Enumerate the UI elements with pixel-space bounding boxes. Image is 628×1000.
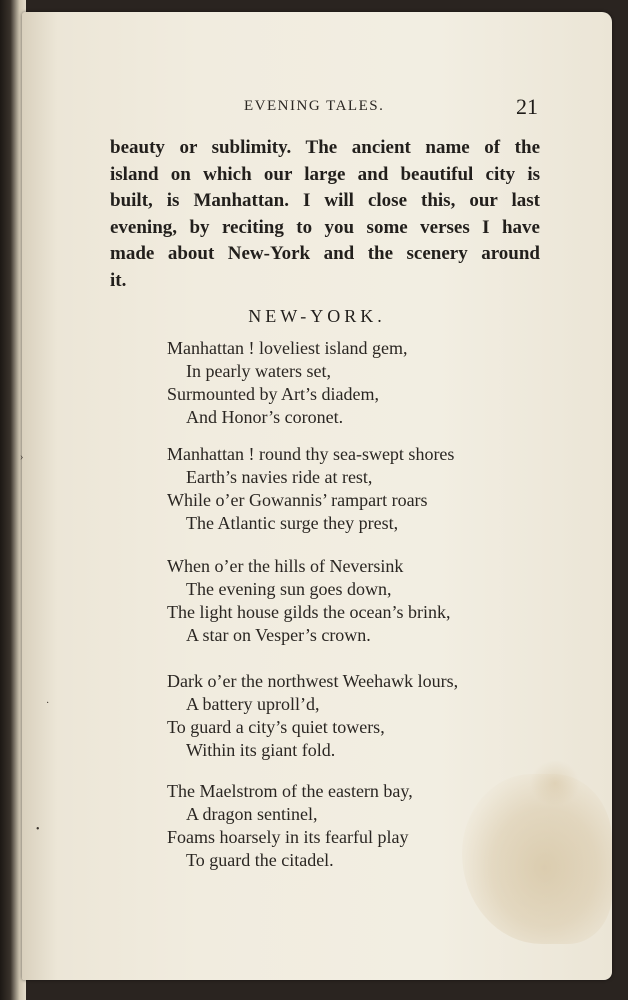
verse-line: Manhattan ! loveliest island gem, <box>167 338 408 358</box>
verse-line: A battery uproll’d, <box>186 694 320 714</box>
verse-line: And Honor’s coronet. <box>186 407 344 427</box>
page-number: 21 <box>516 94 538 119</box>
stanza-4 <box>167 670 527 762</box>
margin-dot-mark: • <box>36 824 40 835</box>
stanza-3 <box>167 555 527 647</box>
prose-line: made about New-York and the scenery around <box>110 243 540 264</box>
verse-line: Surmounted by Art’s diadem, <box>167 384 379 404</box>
stanza-1 <box>167 337 527 429</box>
margin-dot-mark: · <box>46 698 50 709</box>
verse-line: In pearly waters set, <box>186 361 331 381</box>
prose-line: evening, by reciting to you some verses I have <box>110 216 540 238</box>
poem-title: NEW-YORK. <box>248 306 386 326</box>
book-page <box>22 12 612 980</box>
verse-line: While o’er Gowannis’ rampart roars <box>167 490 428 510</box>
page-header <box>22 94 612 122</box>
margin-tick-mark: › <box>20 452 24 463</box>
verse-line: The evening sun goes down, <box>186 579 392 599</box>
stanza-2 <box>167 443 527 535</box>
verse-line: Within its giant fold. <box>186 740 336 760</box>
verse-line: The light house gilds the ocean’s brink, <box>167 602 451 622</box>
running-head: EVENING TALES. <box>244 98 385 114</box>
prose-line: beauty or sublimity. The ancient name of the <box>110 137 540 158</box>
verse-line: The Atlantic surge they prest, <box>186 513 399 533</box>
verse-line: Earth’s navies ride at rest, <box>186 467 373 487</box>
verse-line: To guard the citadel. <box>186 850 334 870</box>
prose-line: it. <box>110 269 127 291</box>
verse-line: Dark o’er the northwest Weehawk lours, <box>167 671 459 691</box>
water-stain-small <box>530 760 580 806</box>
verse-line: A dragon sentinel, <box>186 804 318 824</box>
verse-line: Foams hoarsely in its fearful play <box>167 827 409 847</box>
verse-line: Manhattan ! round thy sea-swept shores <box>167 444 455 464</box>
verse-line: When o’er the hills of Neversink <box>167 556 404 576</box>
prose-line: built, is Manhattan. I will close this, our last <box>110 190 540 211</box>
verse-line: The Maelstrom of the eastern bay, <box>167 781 413 801</box>
stanza-5 <box>167 780 527 872</box>
prose-line: island on which our large and beautiful city is <box>110 163 540 185</box>
verse-line: To guard a city’s quiet towers, <box>167 717 385 737</box>
prose-paragraph <box>110 135 540 294</box>
verse-line: A star on Vesper’s crown. <box>186 625 371 645</box>
